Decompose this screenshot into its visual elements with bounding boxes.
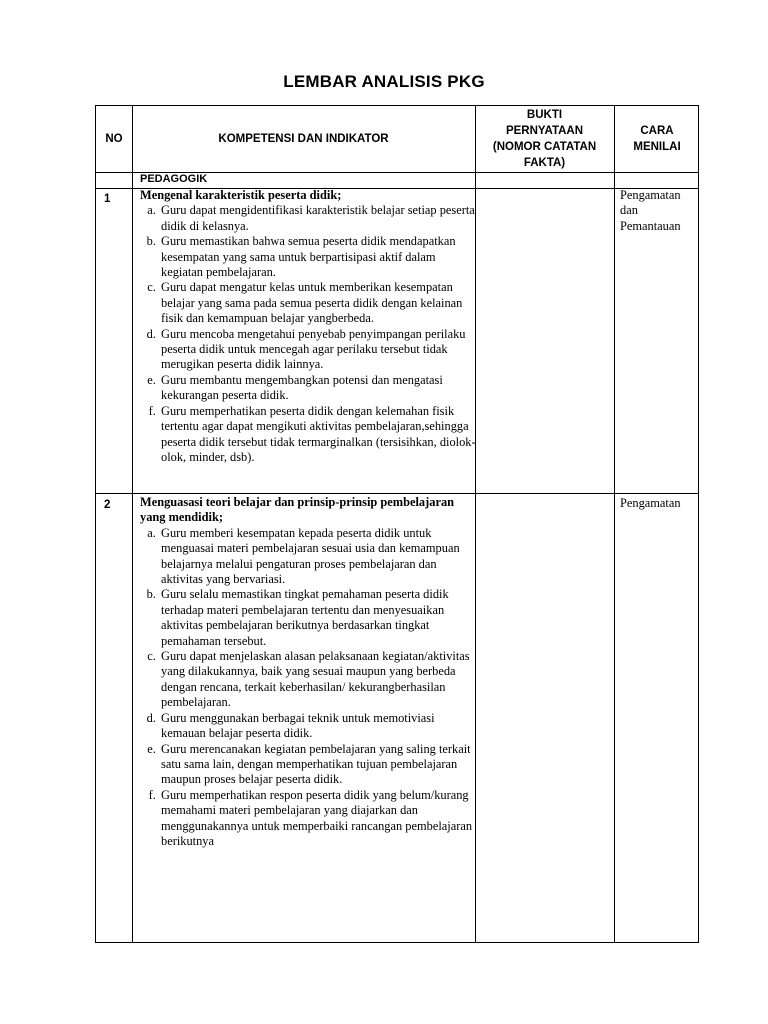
assessment-method-line: Pengamatan bbox=[620, 496, 681, 510]
competency-heading: Mengenal karakteristik peserta didik; bbox=[140, 188, 342, 202]
header-bukti-line: PERNYATAAN bbox=[505, 125, 584, 137]
row-divider bbox=[96, 493, 698, 494]
header-bukti-line: (NOMOR CATATAN bbox=[492, 141, 597, 153]
section-label: PEDAGOGIK bbox=[140, 173, 208, 185]
indicator-item: f. Guru memperhatikan respon peserta didik yang belum/kurang memahami materi pembelajaran yang diajarkan dan menggunakannya untuk memperbaiki rancangan pembelajaran berikutnya bbox=[159, 788, 480, 850]
indicator-item: b. Guru memastikan bahwa semua peserta didik mendapatkan kesempatan yang sama untuk berpartisipasi aktif dalam kegiatan pembelajaran. bbox=[159, 234, 480, 280]
row-number: 2 bbox=[104, 499, 111, 511]
assessment-method-line: dan bbox=[620, 203, 638, 218]
indicator-item: e. Guru membantu mengembangkan potensi dan mengatasi kekurangan peserta didik. bbox=[159, 373, 480, 404]
header-bukti bbox=[475, 106, 614, 172]
indicator-item: d. Guru mencoba mengetahui penyebab penyimpangan perilaku peserta didik untuk mencegah agar perilaku tersebut tidak merugikan peserta didik lainnya. bbox=[159, 327, 480, 373]
indicator-item: a. Guru memberi kesempatan kepada peserta didik untuk menguasai materi pembelajaran sesuai usia dan kemampuan belajarnya melalui pengaturan proses pembelajaran dan aktivitas yang bervariasi. bbox=[159, 526, 480, 588]
row-number: 1 bbox=[104, 193, 111, 205]
header-bukti-line: BUKTI bbox=[526, 109, 563, 121]
indicator-list bbox=[140, 526, 480, 850]
competency-heading: Menguasasi teori belajar dan prinsip-prinsip pembelajaran yang mendidik; bbox=[140, 495, 455, 525]
assessment-method-line: Pemantauan bbox=[620, 218, 681, 233]
header-cara-line: MENILAI bbox=[633, 141, 681, 153]
indicator-item: d. Guru menggunakan berbagai teknik untuk memotiviasi kemauan belajar peserta didik. bbox=[159, 711, 480, 742]
assessment-method-cell bbox=[620, 496, 700, 511]
header-kompetensi: KOMPETENSI DAN INDIKATOR bbox=[218, 133, 389, 145]
header-bukti-line: FAKTA) bbox=[523, 157, 566, 169]
indicator-item: e. Guru merencanakan kegiatan pembelajaran yang saling terkait satu sama lain, dengan memperhatikan tujuan pembelajaran maupun proses belajar peserta didik. bbox=[159, 742, 480, 788]
assessment-method-cell bbox=[620, 188, 700, 234]
header-no: NO bbox=[105, 133, 123, 145]
competency-cell bbox=[140, 188, 480, 465]
analysis-table bbox=[95, 105, 699, 943]
competency-cell bbox=[140, 495, 480, 849]
document-title: LEMBAR ANALISIS PKG bbox=[283, 72, 485, 91]
indicator-item: b. Guru selalu memastikan tingkat pemahaman peserta didik terhadap materi pembelajaran tertentu dan menyesuaikan aktivitas pembelajaran berikutnya berdasarkan tingkat pemahaman tersebut. bbox=[159, 587, 480, 649]
indicator-item: c. Guru dapat mengatur kelas untuk memberikan kesempatan belajar yang sama pada semua peserta didik dengan kelainan fisik dan kemampuan belajar yangberbeda. bbox=[159, 280, 480, 326]
column-divider bbox=[132, 106, 133, 942]
indicator-item: c. Guru dapat menjelaskan alasan pelaksanaan kegiatan/aktivitas yang dilakukannya, baik yang sesuai maupun yang berbeda dengan rencana, terkait keberhasilan/ kekurangberhasilan pembelajaran. bbox=[159, 649, 480, 711]
indicator-item: a. Guru dapat mengidentifikasi karakteristik belajar setiap peserta didik di kelasnya. bbox=[159, 203, 480, 234]
assessment-method-line: Pengamatan bbox=[620, 188, 681, 202]
column-divider bbox=[614, 106, 615, 942]
indicator-item: f. Guru memperhatikan peserta didik dengan kelemahan fisik tertentu agar dapat mengikuti aktivitas pembelajaran,sehingga peserta didik tersebut tidak termarginalkan (tersisihkan, diolok-olok, minder, dsb). bbox=[159, 404, 480, 466]
indicator-list bbox=[140, 203, 480, 465]
header-cara bbox=[614, 106, 700, 172]
header-cara-line: CARA bbox=[640, 125, 674, 137]
